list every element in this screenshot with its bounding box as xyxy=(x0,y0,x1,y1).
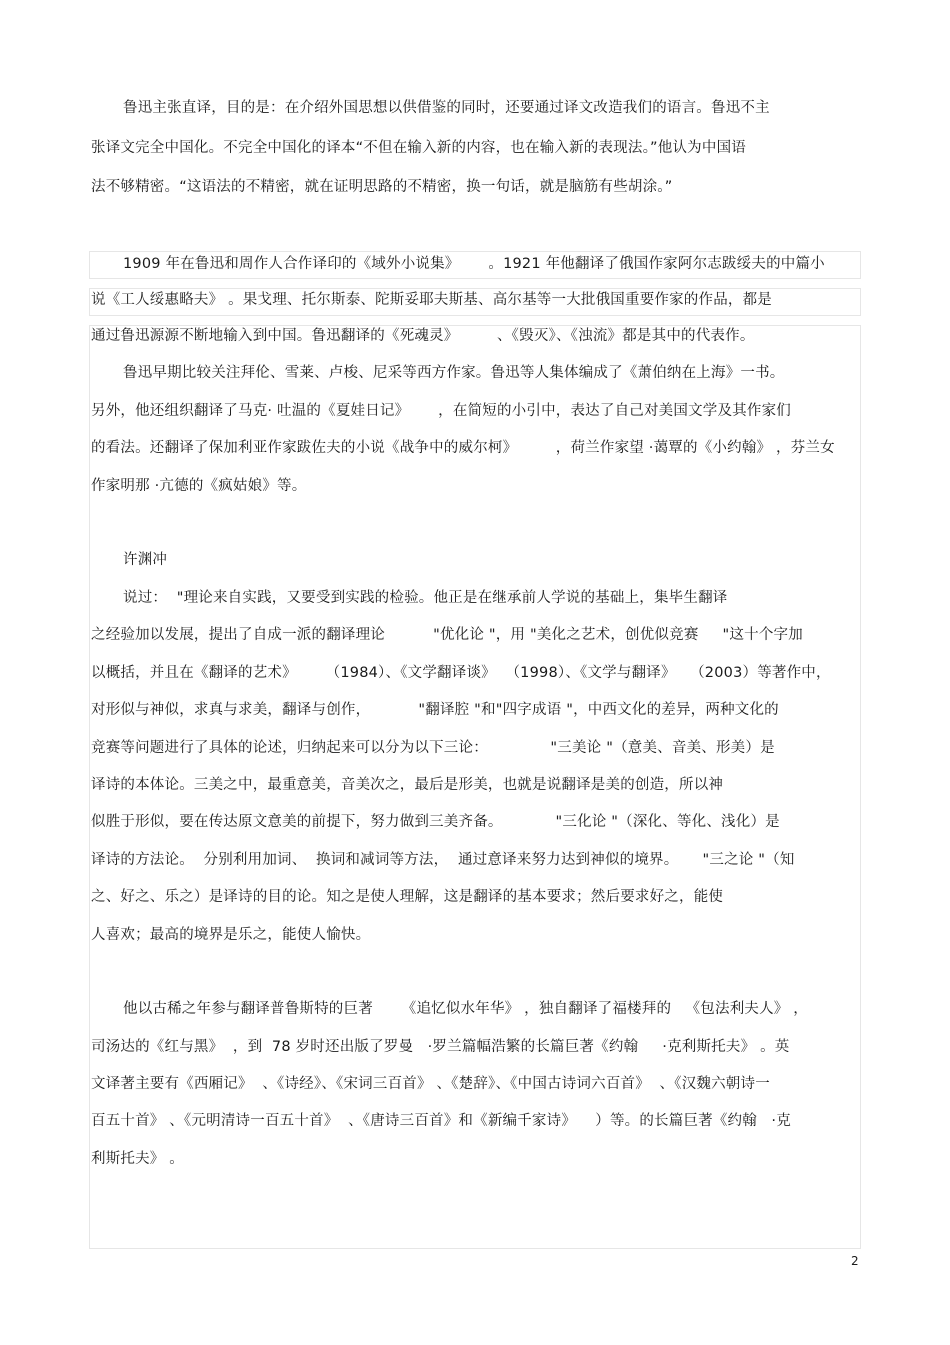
text-line: 对形似与神似，求真与求美，翻译与创作， "翻译腔 "和"四字成语 "，中西文化的差异，两种文化的 xyxy=(91,702,779,718)
text-line: 法不够精密。“这语法的不精密，就在证明思路的不精密，换一句话，就是脑筋有些胡涂。” xyxy=(91,179,673,195)
text-line: 的看法。还翻译了保加利亚作家跋佐夫的小说《战争中的威尔柯》 ，荷兰作家望 ·蔼覃的《小约翰》 ，芬兰女 xyxy=(91,440,835,456)
text-line: 张译文完全中国化。不完全中国化的译本“不但在输入新的内容，也在输入新的表现法。”他认为中国语 xyxy=(91,140,746,156)
text-line: 似胜于形似，要在传达原文意美的前提下，努力做到三美齐备。 "三化论 "（深化、等化、浅化）是 xyxy=(91,814,780,830)
text-line: 竞赛等问题进行了具体的论述，归纳起来可以分为以下三论： "三美论 "（意美、音美、形美）是 xyxy=(91,740,775,756)
text-line: 司汤达的《红与黑》 ，到 78 岁时还出版了罗曼 ·罗兰篇幅浩繁的长篇巨著《约翰 ·克利斯托夫》 。英 xyxy=(91,1039,790,1055)
text-line: 利斯托夫》 。 xyxy=(91,1151,185,1167)
person-name: 许渊冲 xyxy=(123,552,168,568)
text-line: 以概括，并且在《翻译的艺术》 （1984）、《文学翻译谈》 （1998）、《文学与翻译》 （2003）等著作中， xyxy=(91,665,831,681)
text-line: 之、好之、乐之）是译诗的目的论。知之是使人理解，这是翻译的基本要求；然后要求好之，能使 xyxy=(91,889,724,905)
text-line: 译诗的方法论。 分别利用加词、 换词和减词等方法， 通过意译来努力达到神似的境界。 "三之论 "（知 xyxy=(91,852,795,868)
text-line: 作家明那 ·亢德的《疯姑娘》等。 xyxy=(91,478,307,494)
text-line: 1909 年在鲁迅和周作人合作译印的《域外小说集》 。1921 年他翻译了俄国作家阿尔志跋绥夫的中篇小 xyxy=(123,256,825,272)
text-line: 他以古稀之年参与翻译普鲁斯特的巨著 《追忆似水年华》 ，独自翻译了福楼拜的 《包法利夫人》 ， xyxy=(123,1001,808,1017)
text-line: 译诗的本体论。三美之中，最重意美，音美次之，最后是形美，也就是说翻译是美的创造，所以神 xyxy=(91,777,724,793)
text-line: 另外，他还组织翻译了马克· 吐温的《夏娃日记》 ，在简短的小引中，表达了自己对美国文学及其作家们 xyxy=(91,403,791,419)
text-line: 鲁迅早期比较关注拜伦、雪莱、卢梭、尼采等西方作家。鲁迅等人集体编成了《萧伯纳在上海》一书。 xyxy=(123,365,785,381)
text-line: 百五十首》 、《元明清诗一百五十首》 、《唐诗三百首》和《新编千家诗》 ）等。的长篇巨著《约翰 ·克 xyxy=(91,1113,791,1129)
text-line: 说《工人绥惠略夫》 。果戈理、托尔斯泰、陀斯妥耶夫斯基、高尔基等一大批俄国重要作家的作品，都是 xyxy=(91,292,773,308)
text-line: 通过鲁迅源源不断地输入到中国。鲁迅翻译的《死魂灵》 、《毁灭》、《浊流》都是其中的代表作。 xyxy=(91,328,755,344)
text-line: 人喜欢；最高的境界是乐之，能使人愉快。 xyxy=(91,927,371,943)
text-line: 鲁迅主张直译，目的是：在介绍外国思想以供借鉴的同时，还要通过译文改造我们的语言。鲁迅不主 xyxy=(123,100,770,116)
page-number: 2 xyxy=(851,1254,859,1268)
text-line: 文译著主要有《西厢记》 、《诗经》、《宋词三百首》 、《楚辞》、《中国古诗词六百首》 、《汉魏六朝诗一 xyxy=(91,1076,770,1092)
text-line: 之经验加以发展，提出了自成一派的翻译理论 "优化论 "，用 "美化之艺术，创优似竞赛 "这十个字加 xyxy=(91,627,803,643)
text-line: 说过： "理论来自实践，又要受到实践的检验。他正是在继承前人学说的基础上，集毕生翻译 xyxy=(123,590,728,606)
